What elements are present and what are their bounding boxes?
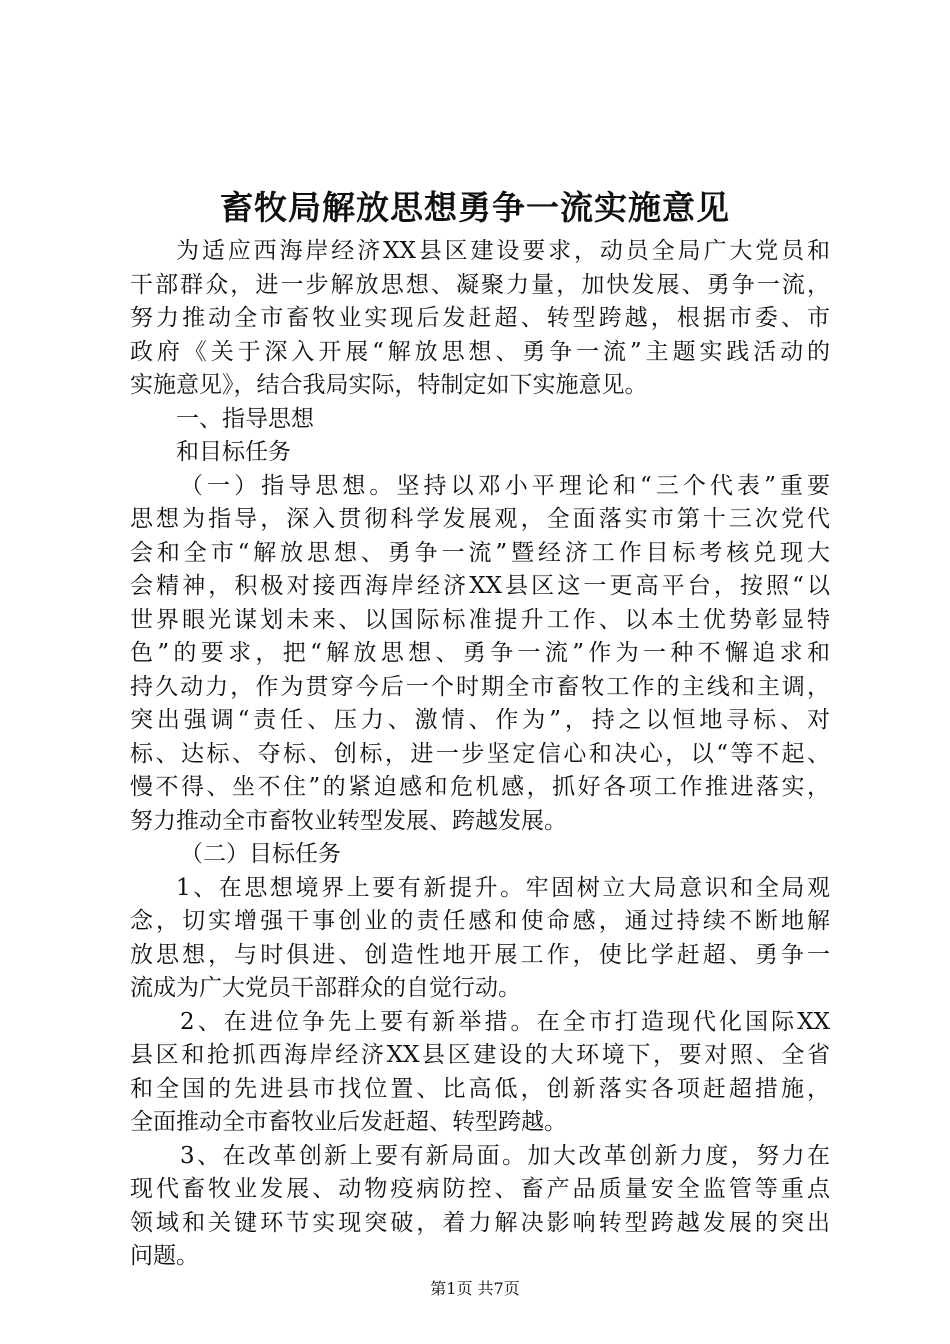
paragraph-line: 会和全市“解放思想、勇争一流”暨经济工作目标考核兑现大 xyxy=(130,539,830,566)
section-heading: 一、指导思想 xyxy=(176,405,314,432)
paragraph-line: 干部群众，进一步解放思想、凝聚力量，加快发展、勇争一流， xyxy=(130,271,830,298)
paragraph-line: 努力推动全市畜牧业转型发展、跨越发展。 xyxy=(130,807,567,834)
section-heading: 和目标任务 xyxy=(176,439,291,465)
paragraph-line: 色”的要求，把“解放思想、勇争一流”作为一种不懈追求和 xyxy=(130,640,830,666)
paragraph-line: 努力推动全市畜牧业实现后发赶超、转型跨越，根据市委、市 xyxy=(130,305,830,331)
paragraph-line: 流成为广大党员干部群众的自觉行动。 xyxy=(130,975,521,1001)
paragraph-line: 持久动力，作为贯穿今后一个时期全市畜牧工作的主线和主调， xyxy=(130,673,830,700)
paragraph-line: 标、达标、夺标、创标，进一步坚定信心和决心，以“等不起、 xyxy=(130,740,830,767)
paragraph-line: 突出强调“责任、压力、激情、作为”，持之以恒地寻标、对 xyxy=(130,707,830,733)
paragraph-line: 问题。 xyxy=(130,1243,199,1269)
paragraph-line: 思想为指导，深入贯彻科学发展观，全面落实市第十三次党代 xyxy=(130,506,830,532)
paragraph-line: （一）指导思想。坚持以邓小平理论和“三个代表”重要 xyxy=(180,472,830,499)
page-number-footer: 第1页 共7页 xyxy=(430,1279,520,1298)
paragraph-line: 世界眼光谋划未来、以国际标准提升工作、以本土优势彰显特 xyxy=(130,606,830,633)
paragraph-line: 会精神，积极对接西海岸经济XX县区这一更高平台，按照“以 xyxy=(130,573,830,599)
paragraph-line: 领域和关键环节实现突破，着力解决影响转型跨越发展的突出 xyxy=(130,1209,830,1236)
paragraph-line: 现代畜牧业发展、动物疫病防控、畜产品质量安全监管等重点 xyxy=(130,1176,830,1202)
paragraph-line: 实施意见》，结合我局实际，特制定如下实施意见。 xyxy=(130,372,648,398)
paragraph-line: 县区和抢抓西海岸经济XX县区建设的大环境下，要对照、全省 xyxy=(130,1042,830,1068)
paragraph-line: 1、在思想境界上要有新提升。牢固树立大局意识和全局观 xyxy=(176,874,830,901)
paragraph-line: 念，切实增强干事创业的责任感和使命感，通过持续不断地解 xyxy=(130,908,830,934)
paragraph-line: 政府《关于深入开展“解放思想、勇争一流”主题实践活动的 xyxy=(130,338,830,365)
paragraph-line: 3、在改革创新上要有新局面。加大改革创新力度，努力在 xyxy=(180,1142,830,1169)
paragraph-line: 和全国的先进县市找位置、比高低，创新落实各项赶超措施， xyxy=(130,1075,830,1102)
section-heading: （二）目标任务 xyxy=(180,841,341,867)
paragraph-line: 为适应西海岸经济XX县区建设要求，动员全局广大党员和 xyxy=(176,238,830,264)
paragraph-line: 放思想，与时俱进、创造性地开展工作，使比学赶超、勇争一 xyxy=(130,941,830,968)
paragraph-line: 慢不得、坐不住”的紧迫感和危机感，抓好各项工作推进落实， xyxy=(130,774,830,800)
paragraph-line: 全面推动全市畜牧业后发赶超、转型跨越。 xyxy=(130,1109,567,1135)
document-title: 畜牧局解放思想勇争一流实施意见 xyxy=(220,188,730,227)
paragraph-line: 2、在进位争先上要有新举措。在全市打造现代化国际XX xyxy=(180,1008,830,1035)
